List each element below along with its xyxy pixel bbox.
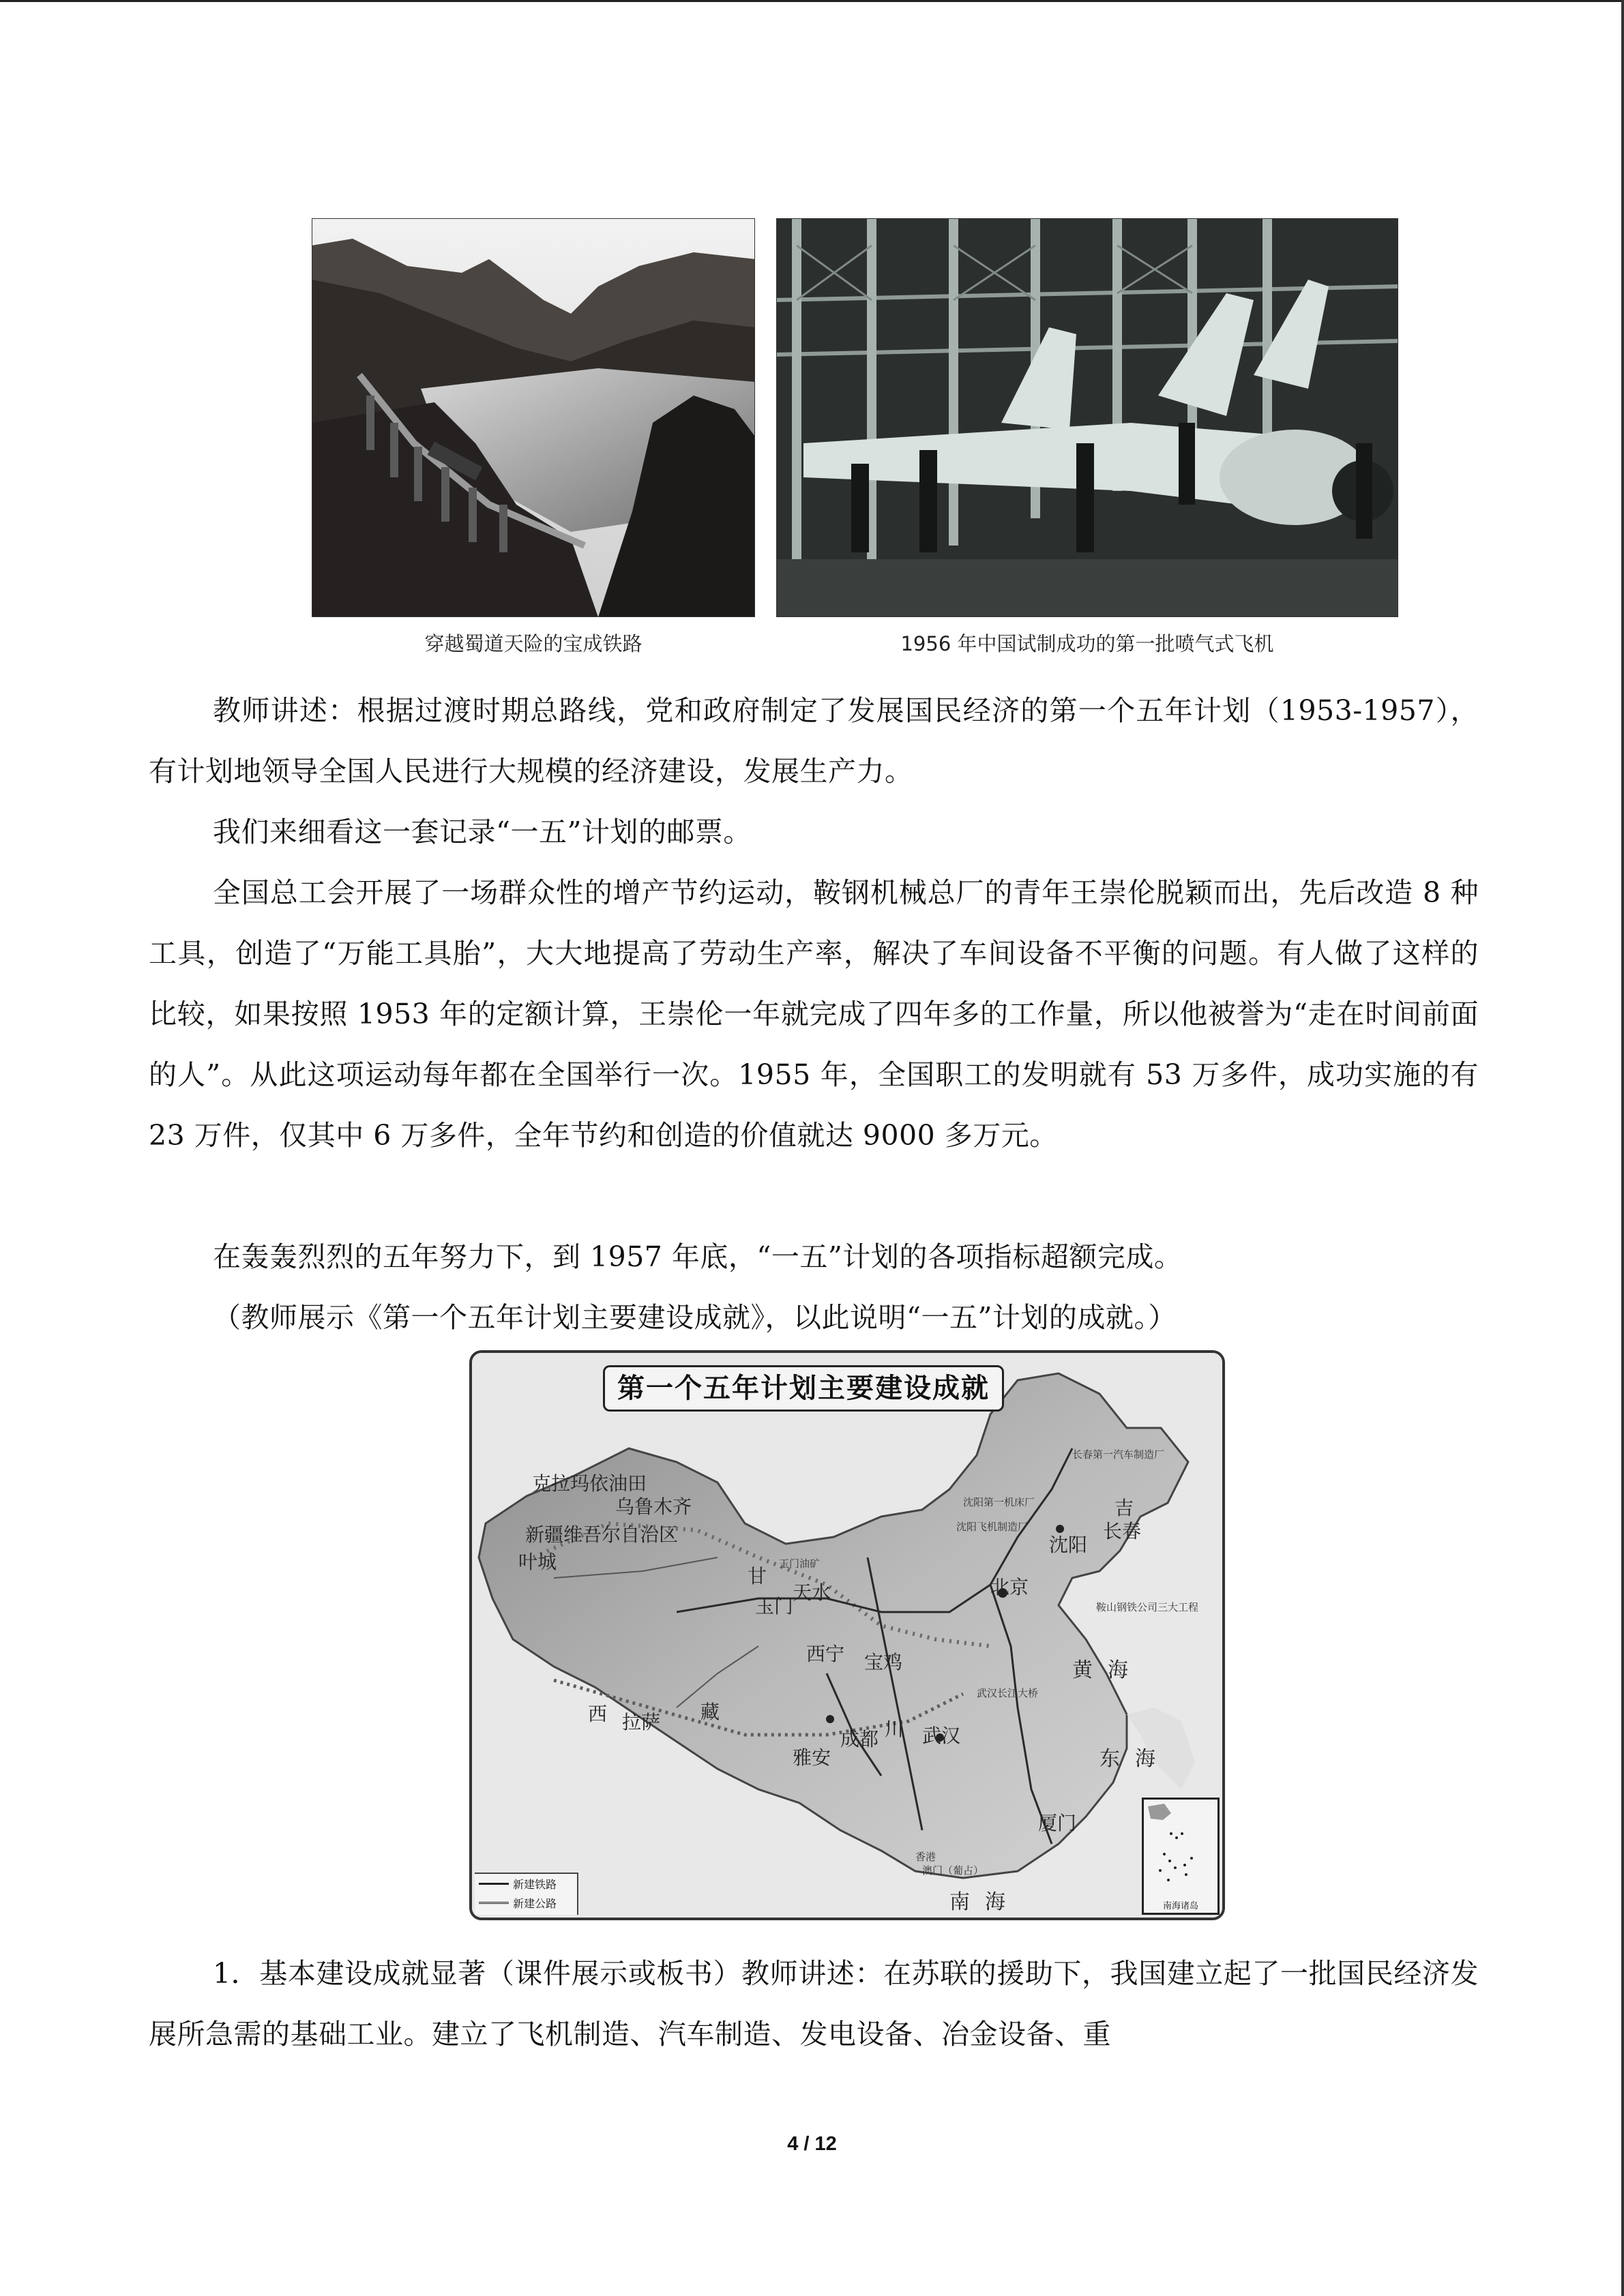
legend-railway-label: 新建铁路 <box>513 1877 557 1891</box>
legend-railway <box>475 1874 577 1893</box>
map-label-yumen-mine: 玉门油矿 <box>779 1557 821 1570</box>
railway-line-icon <box>479 1883 509 1885</box>
map-label-shenyang-aircraft: 沈阳飞机制造厂 <box>956 1521 1029 1533</box>
paragraph-plan-completed: 在轰轰烈烈的五年努力下，到 1957 年底，“一五”计划的各项指标超额完成。 <box>213 1240 1183 1273</box>
right-border <box>1621 0 1624 2296</box>
map-label-yaan: 雅安 <box>793 1746 831 1769</box>
inset-label: 南海诸岛 <box>1162 1901 1198 1911</box>
map-label-sichuan: 川 <box>885 1718 904 1740</box>
jet-aircraft-photo <box>776 218 1398 617</box>
map-label-urumqi: 乌鲁木齐 <box>615 1495 692 1518</box>
baocheng-railway-photo <box>312 218 755 617</box>
map-legend <box>475 1873 578 1915</box>
map-label-anshan: 鞍山钢铁公司三大工程 <box>1096 1601 1199 1613</box>
map-label-tianshui: 天水 <box>793 1581 831 1604</box>
paragraph-teacher-shows-map: （教师展示《第一个五年计划主要建设成就》，以此说明“一五”计划的成就。） <box>213 1301 1177 1334</box>
right-photo-caption: 1956 年中国试制成功的第一批喷气式飞机 <box>900 632 1274 655</box>
map-label-macau: 澳门（葡占） <box>922 1864 984 1877</box>
south-china-sea-inset <box>1142 1798 1220 1915</box>
highway-line-icon <box>479 1902 509 1904</box>
map-label-nanhai: 南海 <box>949 1890 1020 1914</box>
legend-highway-label: 新建公路 <box>513 1896 557 1910</box>
map-label-xining: 西宁 <box>806 1643 845 1665</box>
map-label-karamay: 克拉玛依油田 <box>532 1472 647 1495</box>
map-label-shenyang: 沈阳 <box>1049 1534 1088 1556</box>
map-label-beijing: 北京 <box>990 1576 1029 1598</box>
map-label-yecheng: 叶城 <box>518 1551 557 1573</box>
paragraph-plan-intro: 教师讲述：根据过渡时期总路线，党和政府制定了发展国民经济的第一个五年计划（1953-1957），有计划地领导全国人民进行大规模的经济建设，发展生产力。 <box>149 694 1479 788</box>
map-label-changchun-plant: 长春第一汽车制造厂 <box>1072 1448 1165 1461</box>
map-label-wuhan: 武汉 <box>922 1725 961 1747</box>
map-label-shenyang-machine: 沈阳第一机床厂 <box>963 1496 1035 1508</box>
map-label-baoji: 宝鸡 <box>864 1651 903 1673</box>
map-label-xi: 西 <box>588 1703 608 1725</box>
map-label-lhasa: 拉萨 <box>622 1711 661 1733</box>
top-border <box>0 0 1624 2</box>
paragraph-stamps: 我们来细看这一套记录“一五”计划的邮票。 <box>213 816 752 848</box>
map-label-chengdu: 成都 <box>840 1728 879 1750</box>
map-label-yumen: 玉门 <box>755 1595 794 1617</box>
page-number: 4 / 12 <box>787 2133 837 2155</box>
five-year-plan-map <box>469 1350 1225 1920</box>
map-label-gan: 甘 <box>748 1565 767 1587</box>
map-label-xinjiang: 新疆维吾尔自治区 <box>525 1523 679 1546</box>
legend-highway <box>475 1893 577 1912</box>
map-title: 第一个五年计划主要建设成就 <box>603 1365 1004 1412</box>
map-label-donghai: 东海 <box>1099 1747 1170 1771</box>
map-label-wuhan-bridge: 武汉长江大桥 <box>977 1687 1039 1699</box>
paragraph-basic-construction: 1．基本建设成就显著（课件展示或板书）教师讲述：在苏联的援助下，我国建立起了一批国民经济发展所急需的基础工业。建立了飞机制造、汽车制造、发电设备、冶金设备、重 <box>149 1957 1479 2051</box>
map-label-huanghai: 黄海 <box>1072 1658 1143 1682</box>
map-label-xiamen: 厦门 <box>1038 1812 1077 1834</box>
map-label-zang: 藏 <box>700 1701 720 1723</box>
map-label-changchun: 长春 <box>1103 1520 1142 1542</box>
paragraph-wang-chonglun: 全国总工会开展了一场群众性的增产节约运动，鞍钢机械总厂的青年王崇伦脱颖而出，先后改造 8 种工具，创造了“万能工具胎”，大大地提高了劳动生产率，解决了车间设备不平衡的问题。有人做了这样的比较，如果按照 1953 年的定额计算，王崇伦一年就完成了四年多的工作量，所以他被誉为“走在时间前面的人”。从此这项运动每年都在全国举行一次。1955 年，全国职工的发明就有 53 万多件，成功实施的有 23 万件，仅其中 6 万多件，全年节约和创造的价值就达 9000 多万元。 <box>149 876 1479 1152</box>
map-label-ji: 吉 <box>1114 1497 1134 1519</box>
map-label-hongkong: 香港 <box>915 1851 936 1863</box>
left-photo-caption: 穿越蜀道天险的宝成铁路 <box>424 632 643 655</box>
